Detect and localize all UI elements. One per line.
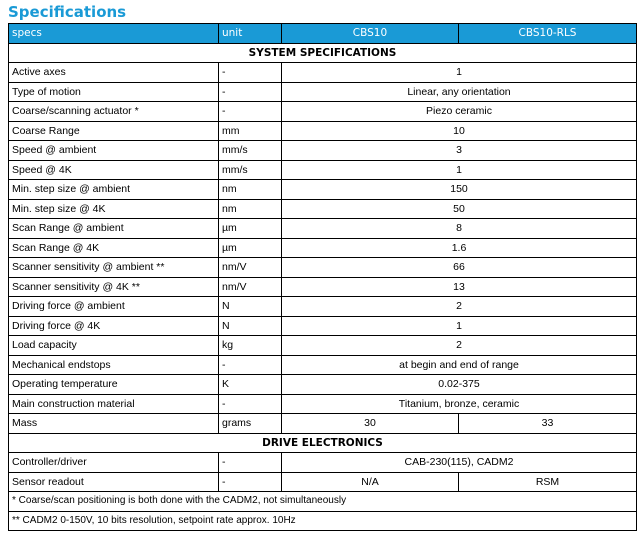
spec-value: 1 xyxy=(282,63,637,83)
spec-label: Driving force @ 4K xyxy=(9,316,219,336)
spec-value: 10 xyxy=(282,121,637,141)
spec-label: Coarse/scanning actuator * xyxy=(9,102,219,122)
spec-value: 2 xyxy=(282,336,637,356)
footnote: ** CADM2 0-150V, 10 bits resolution, setpoint rate approx. 10Hz xyxy=(9,511,637,531)
section-row-system xyxy=(9,43,637,63)
table-row xyxy=(9,160,637,180)
spec-unit: N xyxy=(219,297,282,317)
spec-unit: - xyxy=(219,82,282,102)
section-title-system: SYSTEM SPECIFICATIONS xyxy=(9,43,637,63)
spec-value: 3 xyxy=(282,141,637,161)
specifications-table xyxy=(8,23,637,531)
table-row xyxy=(9,102,637,122)
spec-value-model-a: 30 xyxy=(282,414,459,434)
spec-label: Scanner sensitivity @ 4K ** xyxy=(9,277,219,297)
table-row xyxy=(9,121,637,141)
spec-label: Load capacity xyxy=(9,336,219,356)
spec-unit: mm xyxy=(219,121,282,141)
spec-value: 0.02-375 xyxy=(282,375,637,395)
spec-label: Controller/driver xyxy=(9,453,219,473)
spec-label: Scan Range @ 4K xyxy=(9,238,219,258)
spec-value: 1 xyxy=(282,316,637,336)
spec-value: 8 xyxy=(282,219,637,239)
spec-unit: nm xyxy=(219,180,282,200)
spec-label: Type of motion xyxy=(9,82,219,102)
section-row-drive xyxy=(9,433,637,453)
spec-value: CAB-230(115), CADM2 xyxy=(282,453,637,473)
spec-unit: - xyxy=(219,472,282,492)
spec-unit: nm/V xyxy=(219,277,282,297)
spec-value: Piezo ceramic xyxy=(282,102,637,122)
spec-unit: mm/s xyxy=(219,160,282,180)
spec-label: Main construction material xyxy=(9,394,219,414)
table-row xyxy=(9,219,637,239)
spec-unit: kg xyxy=(219,336,282,356)
spec-unit: mm/s xyxy=(219,141,282,161)
spec-unit: nm/V xyxy=(219,258,282,278)
spec-unit: - xyxy=(219,102,282,122)
spec-unit: N xyxy=(219,316,282,336)
spec-label: Sensor readout xyxy=(9,472,219,492)
spec-value: 1.6 xyxy=(282,238,637,258)
spec-value: 50 xyxy=(282,199,637,219)
spec-unit: grams xyxy=(219,414,282,434)
spec-unit: K xyxy=(219,375,282,395)
table-row xyxy=(9,63,637,83)
spec-unit: - xyxy=(219,394,282,414)
header-model-b: CBS10-RLS xyxy=(459,24,637,44)
spec-label: Min. step size @ 4K xyxy=(9,199,219,219)
spec-value: Linear, any orientation xyxy=(282,82,637,102)
spec-label: Active axes xyxy=(9,63,219,83)
spec-unit: - xyxy=(219,453,282,473)
page-title: Specifications xyxy=(8,3,127,21)
table-row-mass xyxy=(9,414,637,434)
table-row-controller xyxy=(9,453,637,473)
spec-value: 1 xyxy=(282,160,637,180)
table-row xyxy=(9,375,637,395)
table-row xyxy=(9,82,637,102)
header-unit: unit xyxy=(219,24,282,44)
footnote: * Coarse/scan positioning is both done with the CADM2, not simultaneously xyxy=(9,492,637,512)
section-title-drive: DRIVE ELECTRONICS xyxy=(9,433,637,453)
table-row xyxy=(9,316,637,336)
header-model-a: CBS10 xyxy=(282,24,459,44)
spec-label: Scanner sensitivity @ ambient ** xyxy=(9,258,219,278)
table-row xyxy=(9,199,637,219)
footnote-row xyxy=(9,492,637,512)
spec-label: Speed @ ambient xyxy=(9,141,219,161)
spec-unit: µm xyxy=(219,219,282,239)
spec-value-model-a: N/A xyxy=(282,472,459,492)
table-row xyxy=(9,297,637,317)
table-row xyxy=(9,336,637,356)
table-row-sensor xyxy=(9,472,637,492)
table-row xyxy=(9,141,637,161)
table-row xyxy=(9,238,637,258)
spec-unit: nm xyxy=(219,199,282,219)
header-specs: specs xyxy=(9,24,219,44)
spec-label: Driving force @ ambient xyxy=(9,297,219,317)
spec-label: Min. step size @ ambient xyxy=(9,180,219,200)
spec-label: Mass xyxy=(9,414,219,434)
spec-unit: µm xyxy=(219,238,282,258)
spec-value: 150 xyxy=(282,180,637,200)
spec-label: Scan Range @ ambient xyxy=(9,219,219,239)
spec-label: Mechanical endstops xyxy=(9,355,219,375)
spec-value: 2 xyxy=(282,297,637,317)
spec-value: 13 xyxy=(282,277,637,297)
spec-value: Titanium, bronze, ceramic xyxy=(282,394,637,414)
spec-value: at begin and end of range xyxy=(282,355,637,375)
table-row xyxy=(9,355,637,375)
table-row xyxy=(9,277,637,297)
spec-label: Operating temperature xyxy=(9,375,219,395)
table-row xyxy=(9,180,637,200)
spec-value: 66 xyxy=(282,258,637,278)
spec-unit: - xyxy=(219,63,282,83)
table-header-row xyxy=(9,24,637,44)
spec-label: Speed @ 4K xyxy=(9,160,219,180)
table-row xyxy=(9,394,637,414)
spec-value-model-b: 33 xyxy=(459,414,637,434)
footnote-row xyxy=(9,511,637,531)
spec-label: Coarse Range xyxy=(9,121,219,141)
spec-value-model-b: RSM xyxy=(459,472,637,492)
spec-unit: - xyxy=(219,355,282,375)
table-row xyxy=(9,258,637,278)
